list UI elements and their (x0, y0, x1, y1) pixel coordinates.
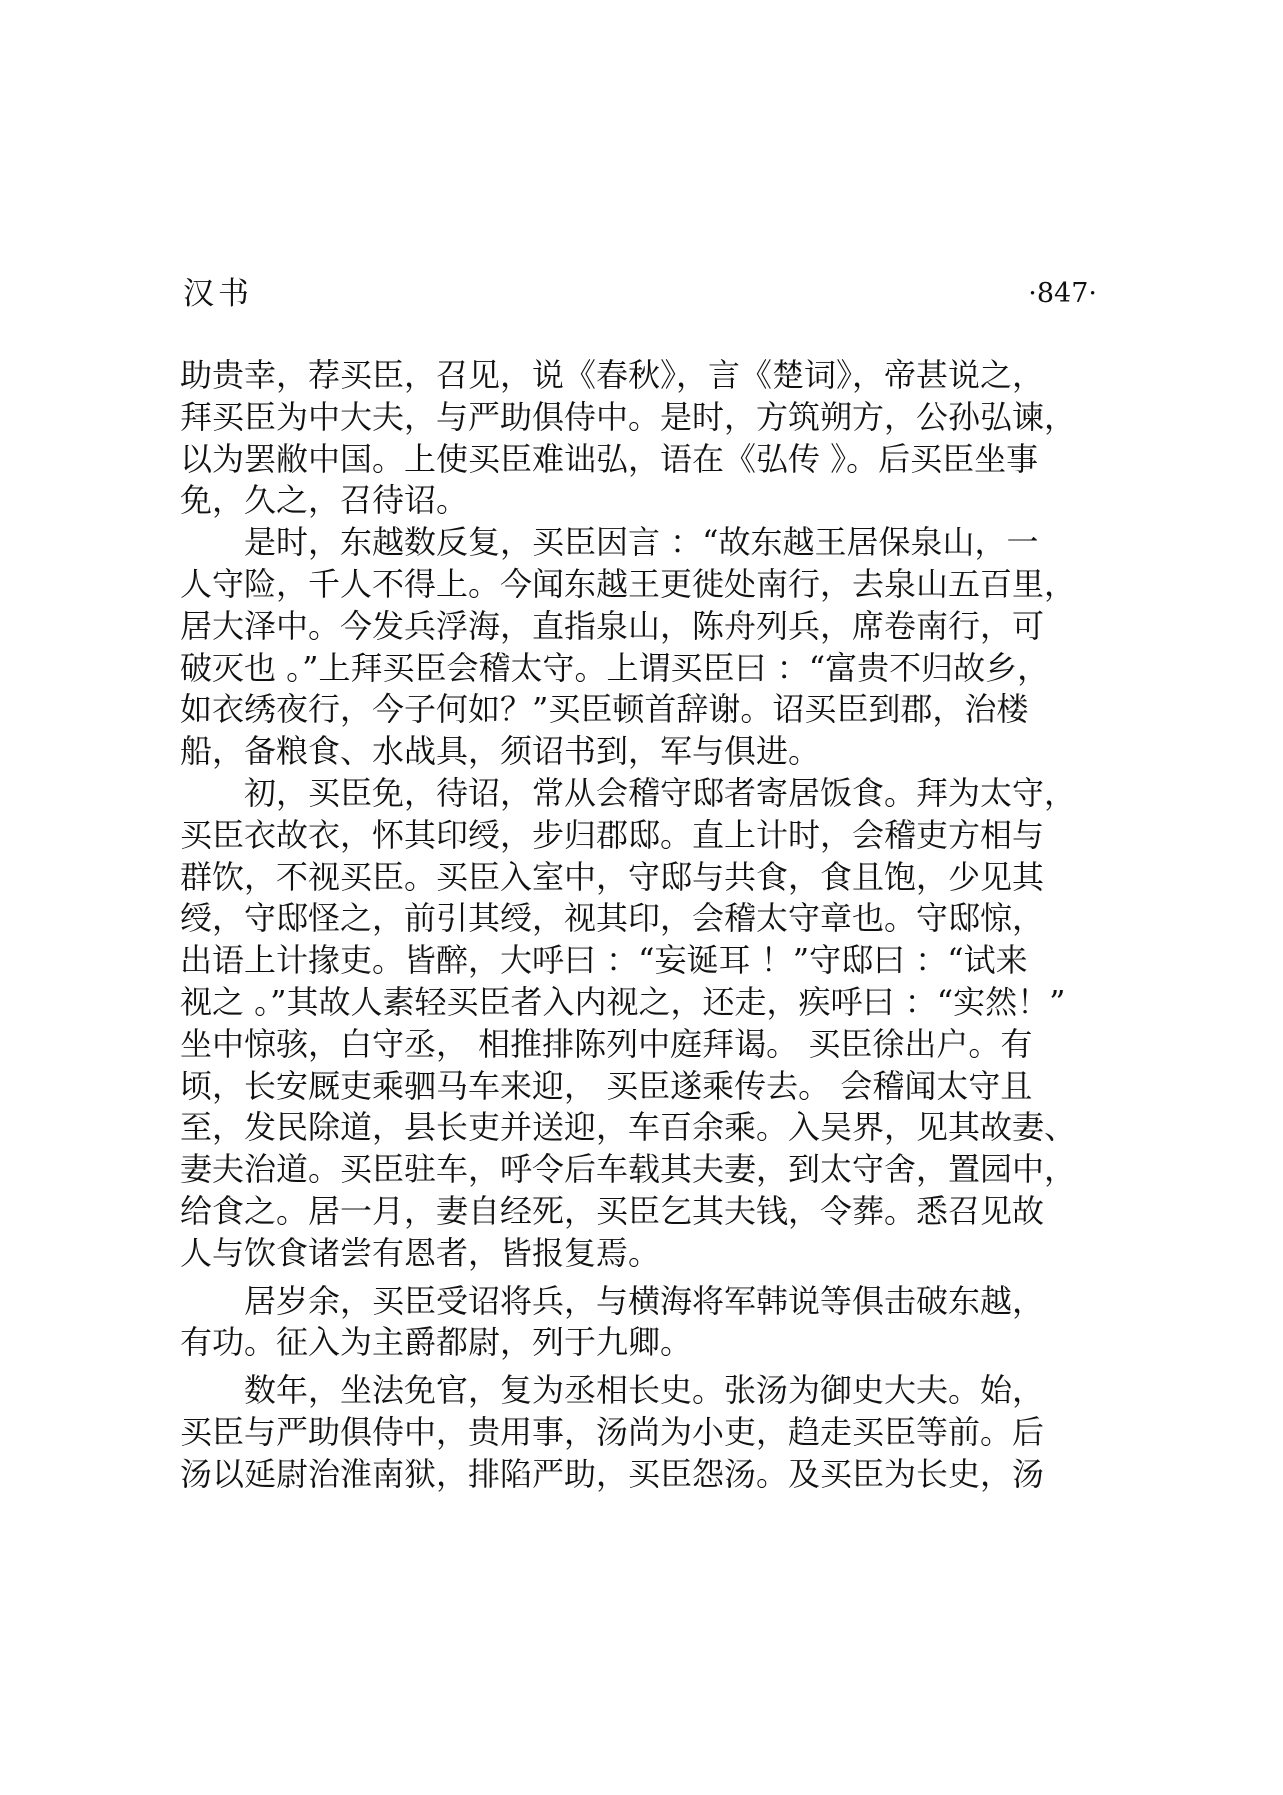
text-line: 人守险，千人不得上。今闻东越王更徙处南行，去泉山五百里， (180, 564, 1077, 603)
text-line: 绶，守邸怪之，前引其绶，视其印，会稽太守章也。守邸惊， (180, 899, 1045, 938)
text-line: 居大泽中。今发兵浮海，直指泉山，陈舟列兵，席卷南行，可 (180, 606, 1045, 645)
text-line: 初，买臣免，待诏，常从会稽守邸者寄居饭食。拜为太守， (180, 773, 1077, 812)
text-line: 给食之。居一月，妻自经死，买臣乞其夫钱，令葬。悉召见故 (180, 1191, 1045, 1230)
text-line: 群饮，不视买臣。买臣入室中，守邸与共食，食且饱，少见其 (180, 857, 1045, 896)
book-title: 汉书 (183, 276, 253, 312)
text-line: 如衣绣夜行，今子何如？”买臣顿首辞谢。诏买臣到郡，治楼 (180, 690, 1029, 729)
text-line: 视之 。”其故人素轻买臣者入内视之，还走，疾呼曰 ：“实然！” (180, 982, 1066, 1021)
text-line: 破灭也 。”上拜买臣会稽太守。上谓买臣曰 ：“富贵不归故乡， (180, 648, 1050, 687)
text-line: 妻夫治道。买臣驻车，呼令后车载其夫妻，到太守舍，置园中， (180, 1150, 1077, 1189)
text-line: 至，发民除道，县长吏并送迎，车百余乘。入吴界，见其故妻、 (180, 1108, 1077, 1147)
text-line: 是时，东越数反复，买臣因言 ：“故东越王居保泉山，一 (180, 523, 1039, 562)
text-line: 拜买臣为中大夫，与严助俱侍中。是时，方筑朔方，公孙弘谏， (180, 397, 1077, 436)
text-line: 船，备粮食、水战具，须诏书到，军与俱进。 (180, 732, 821, 771)
page-number: ·847· (1028, 278, 1097, 309)
text-line: 人与饮食诸尝有恩者，皆报复焉。 (180, 1233, 661, 1272)
text-line: 数年，坐法免官，复为丞相长史。张汤为御史大夫。始， (180, 1371, 1045, 1410)
text-line: 买臣衣故衣，怀其印绶，步归郡邸。直上计时，会稽吏方相与 (180, 815, 1045, 854)
body-text (180, 355, 1110, 1496)
text-line: 居岁余，买臣受诏将兵，与横海将军韩说等俱击破东越， (180, 1281, 1045, 1320)
text-line: 汤以延尉治淮南狱，排陷严助，买臣怨汤。及买臣为长史，汤 (180, 1454, 1045, 1493)
text-line: 顷，长安厩吏乘驷马车来迎， 买臣遂乘传去。 会稽闻太守且 (180, 1066, 1033, 1105)
text-line: 免，久之，召待诏。 (180, 481, 469, 520)
text-line: 坐中惊骇，白守丞， 相推排陈列中庭拜谒。 买臣徐出户。有 (180, 1024, 1033, 1063)
text-line: 有功。征入为主爵都尉，列于九卿。 (180, 1323, 693, 1362)
text-line: 买臣与严助俱侍中，贵用事，汤尚为小吏，趋走买臣等前。后 (180, 1412, 1045, 1451)
text-line: 助贵幸，荐买臣，召见，说《春秋》，言《楚词》，帝甚说之， (180, 356, 1045, 394)
running-header (183, 272, 1097, 316)
text-line: 以为罢敝中国。上使买臣难诎弘，语在《弘传 》。后买臣坐事 (180, 439, 1039, 478)
text-line: 出语上计掾吏。皆醉，大呼曰 ：“妄诞耳 ！”守邸曰 ：“试来 (180, 941, 1028, 980)
